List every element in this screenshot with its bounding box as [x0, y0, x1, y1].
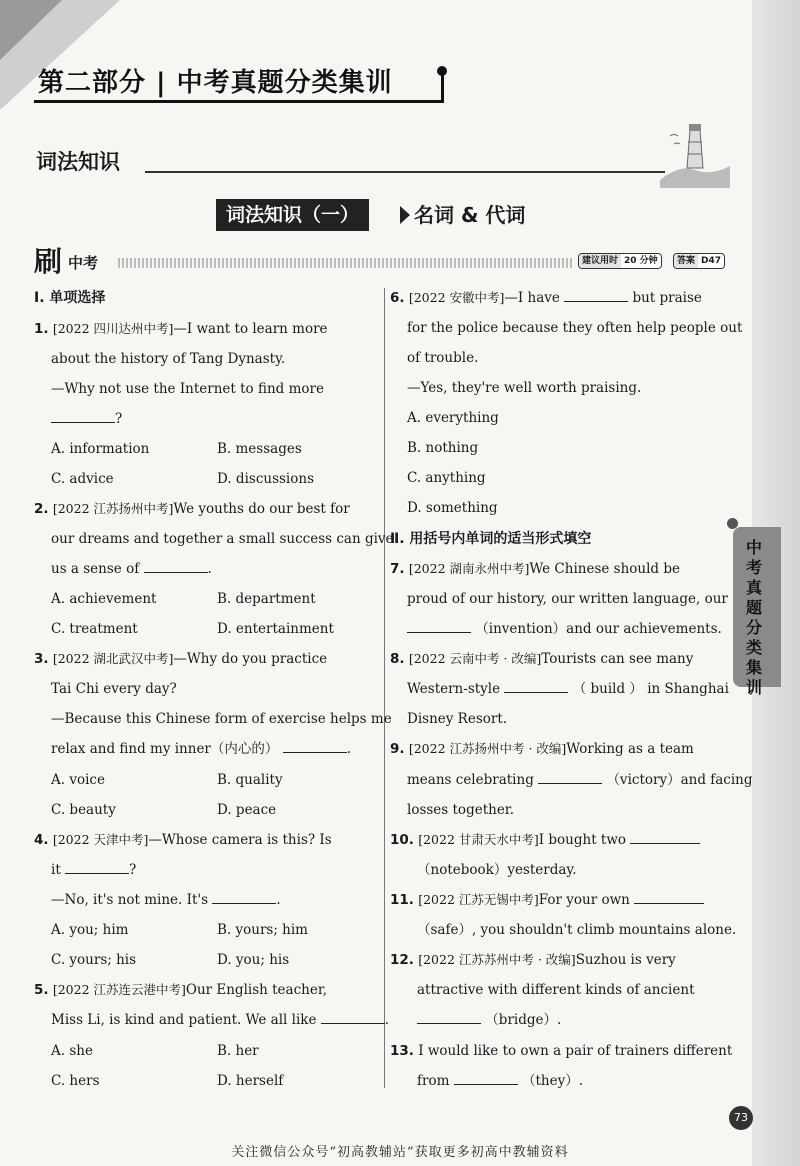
option-b: B. yours; him: [217, 922, 308, 938]
answer-blank[interactable]: [65, 860, 129, 874]
option-c: C. yours; his: [51, 952, 137, 968]
question-10-line-1: 10. [2022 甘肃天水中考]I bought two: [390, 830, 700, 850]
answer-blank[interactable]: [283, 739, 347, 753]
question-1-line-3: —Why not use the Internet to find more: [51, 381, 324, 397]
option-d: D. discussions: [217, 471, 314, 487]
option-b: B. nothing: [407, 440, 479, 456]
brush-label: 刷: [34, 245, 63, 278]
question-13-line-2: from （they）.: [417, 1073, 584, 1089]
dotted-rule: [118, 258, 573, 268]
question-9-line-2: means celebrating （victory）and facing: [407, 772, 753, 788]
option-c: C. beauty: [51, 802, 116, 818]
page-number: 73: [729, 1106, 753, 1130]
question-12-line-2: attractive with different kinds of ancient: [417, 982, 695, 998]
question-12-line-3: （bridge）.: [417, 1010, 561, 1030]
answer-blank[interactable]: [454, 1071, 518, 1085]
answer-blank[interactable]: [417, 1010, 481, 1024]
lighthouse-icon: [660, 120, 730, 188]
question-5-line-2: Miss Li, is kind and patient. We all like .: [51, 1012, 390, 1028]
option-d: D. herself: [217, 1073, 284, 1089]
part-title-dot: [437, 66, 447, 76]
question-6-line-3: of trouble.: [407, 350, 479, 366]
answer-badge: [673, 253, 725, 269]
answer-blank[interactable]: [538, 770, 602, 784]
question-8-line-2: Western-style （ build ） in Shanghai: [407, 681, 729, 697]
option-c: C. anything: [407, 470, 486, 486]
question-12-line-1: 12. [2022 江苏苏州中考 · 改编]Suzhou is very: [390, 952, 676, 968]
option-d: D. something: [407, 500, 498, 516]
brush-sublabel: 中考: [68, 254, 99, 272]
option-a: A. voice: [51, 772, 105, 788]
question-1-line-1: 1. [2022 四川达州中考]—I want to learn more: [34, 321, 328, 337]
answer-badge-key: 答案: [674, 254, 698, 268]
question-6-line-2: for the police because they often help people out: [407, 320, 743, 336]
option-d: D. peace: [217, 802, 277, 818]
question-11-line-2: （safe）, you shouldn't climb mountains alone.: [417, 922, 737, 938]
option-b: B. department: [217, 591, 316, 607]
time-badge: [578, 253, 662, 269]
answer-blank[interactable]: [634, 890, 704, 904]
side-tab-label: 中考真题分类集训: [745, 538, 762, 697]
section-heading-fill: Ⅱ. 用括号内单词的适当形式填空: [390, 531, 592, 547]
question-13-line-1: 13. I would like to own a pair of trainers different: [390, 1043, 733, 1059]
answer-blank[interactable]: [212, 890, 276, 904]
question-9-line-1: 9. [2022 江苏扬州中考 · 改编]Working as a team: [390, 741, 694, 757]
question-4-line-3: —No, it's not mine. It's .: [51, 892, 281, 908]
section-title: 词法知识: [36, 150, 120, 174]
question-11-line-1: 11. [2022 江苏无锡中考]For your own: [390, 890, 704, 910]
topic-subtitle: 名词 & 代词: [414, 203, 526, 227]
option-b: B. messages: [217, 441, 302, 457]
question-9-line-3: losses together.: [407, 802, 515, 818]
topic-arrow-icon: [400, 206, 410, 224]
option-b: B. her: [217, 1043, 259, 1059]
answer-blank[interactable]: [504, 679, 568, 693]
corner-decoration-dark: [0, 0, 62, 60]
answer-blank[interactable]: [564, 288, 628, 302]
question-4-line-1: 4. [2022 天津中考]—Whose camera is this? Is: [34, 832, 332, 848]
answer-blank[interactable]: [321, 1010, 385, 1024]
question-3-line-3: —Because this Chinese form of exercise helps me: [51, 711, 392, 727]
question-4-line-2: it ?: [51, 862, 137, 878]
option-d: D. entertainment: [217, 621, 334, 637]
option-c: C. hers: [51, 1073, 100, 1089]
part-title: 第二部分 | 中考真题分类集训: [38, 68, 393, 98]
answer-blank[interactable]: [407, 619, 471, 633]
question-6-line-1: 6. [2022 安徽中考]—I have but praise: [390, 290, 702, 306]
question-7-line-1: 7. [2022 湖南永州中考]We Chinese should be: [390, 561, 680, 577]
question-6-line-4: —Yes, they're well worth praising.: [407, 380, 642, 396]
question-1-line-2: about the history of Tang Dynasty.: [51, 351, 286, 367]
option-b: B. quality: [217, 772, 283, 788]
question-3-line-2: Tai Chi every day?: [51, 681, 177, 697]
option-a: A. you; him: [51, 922, 129, 938]
option-c: C. treatment: [51, 621, 138, 637]
question-7-line-3: （invention）and our achievements.: [407, 619, 722, 639]
answer-blank[interactable]: [630, 830, 700, 844]
question-5-line-1: 5. [2022 江苏连云港中考]Our English teacher,: [34, 982, 328, 998]
answer-blank[interactable]: [51, 409, 115, 423]
time-badge-value: 20 分钟: [621, 254, 661, 268]
footer-note: 关注微信公众号“初高教辅站”获取更多初高中教辅资料: [231, 1145, 569, 1160]
question-1-line-4: ?: [51, 409, 122, 429]
answer-badge-value: D47: [698, 254, 724, 268]
topic-title: 词法知识（一）: [216, 199, 369, 231]
part-title-underline: [34, 100, 444, 103]
option-a: A. information: [51, 441, 150, 457]
option-a: A. she: [51, 1043, 93, 1059]
option-d: D. you; his: [217, 952, 290, 968]
option-a: A. everything: [407, 410, 499, 426]
section-heading-choice: Ⅰ. 单项选择: [34, 290, 106, 306]
option-c: C. advice: [51, 471, 114, 487]
question-8-line-1: 8. [2022 云南中考 · 改编]Tourists can see many: [390, 651, 694, 667]
answer-blank[interactable]: [144, 559, 208, 573]
question-2-line-2: our dreams and together a small success can give: [51, 531, 394, 547]
question-3-line-4: relax and find my inner（内心的） .: [51, 741, 351, 757]
time-badge-key: 建议用时: [579, 254, 621, 268]
section-title-line: [145, 171, 665, 173]
column-divider: [384, 288, 385, 1088]
question-2-line-1: 2. [2022 江苏扬州中考]We youths do our best for: [34, 501, 350, 517]
question-8-line-3: Disney Resort.: [407, 711, 508, 727]
question-3-line-1: 3. [2022 湖北武汉中考]—Why do you practice: [34, 651, 328, 667]
option-a: A. achievement: [51, 591, 157, 607]
question-2-line-3: us a sense of .: [51, 561, 212, 577]
question-7-line-2: proud of our history, our written language, our: [407, 591, 728, 607]
question-10-line-2: （notebook）yesterday.: [417, 862, 577, 878]
